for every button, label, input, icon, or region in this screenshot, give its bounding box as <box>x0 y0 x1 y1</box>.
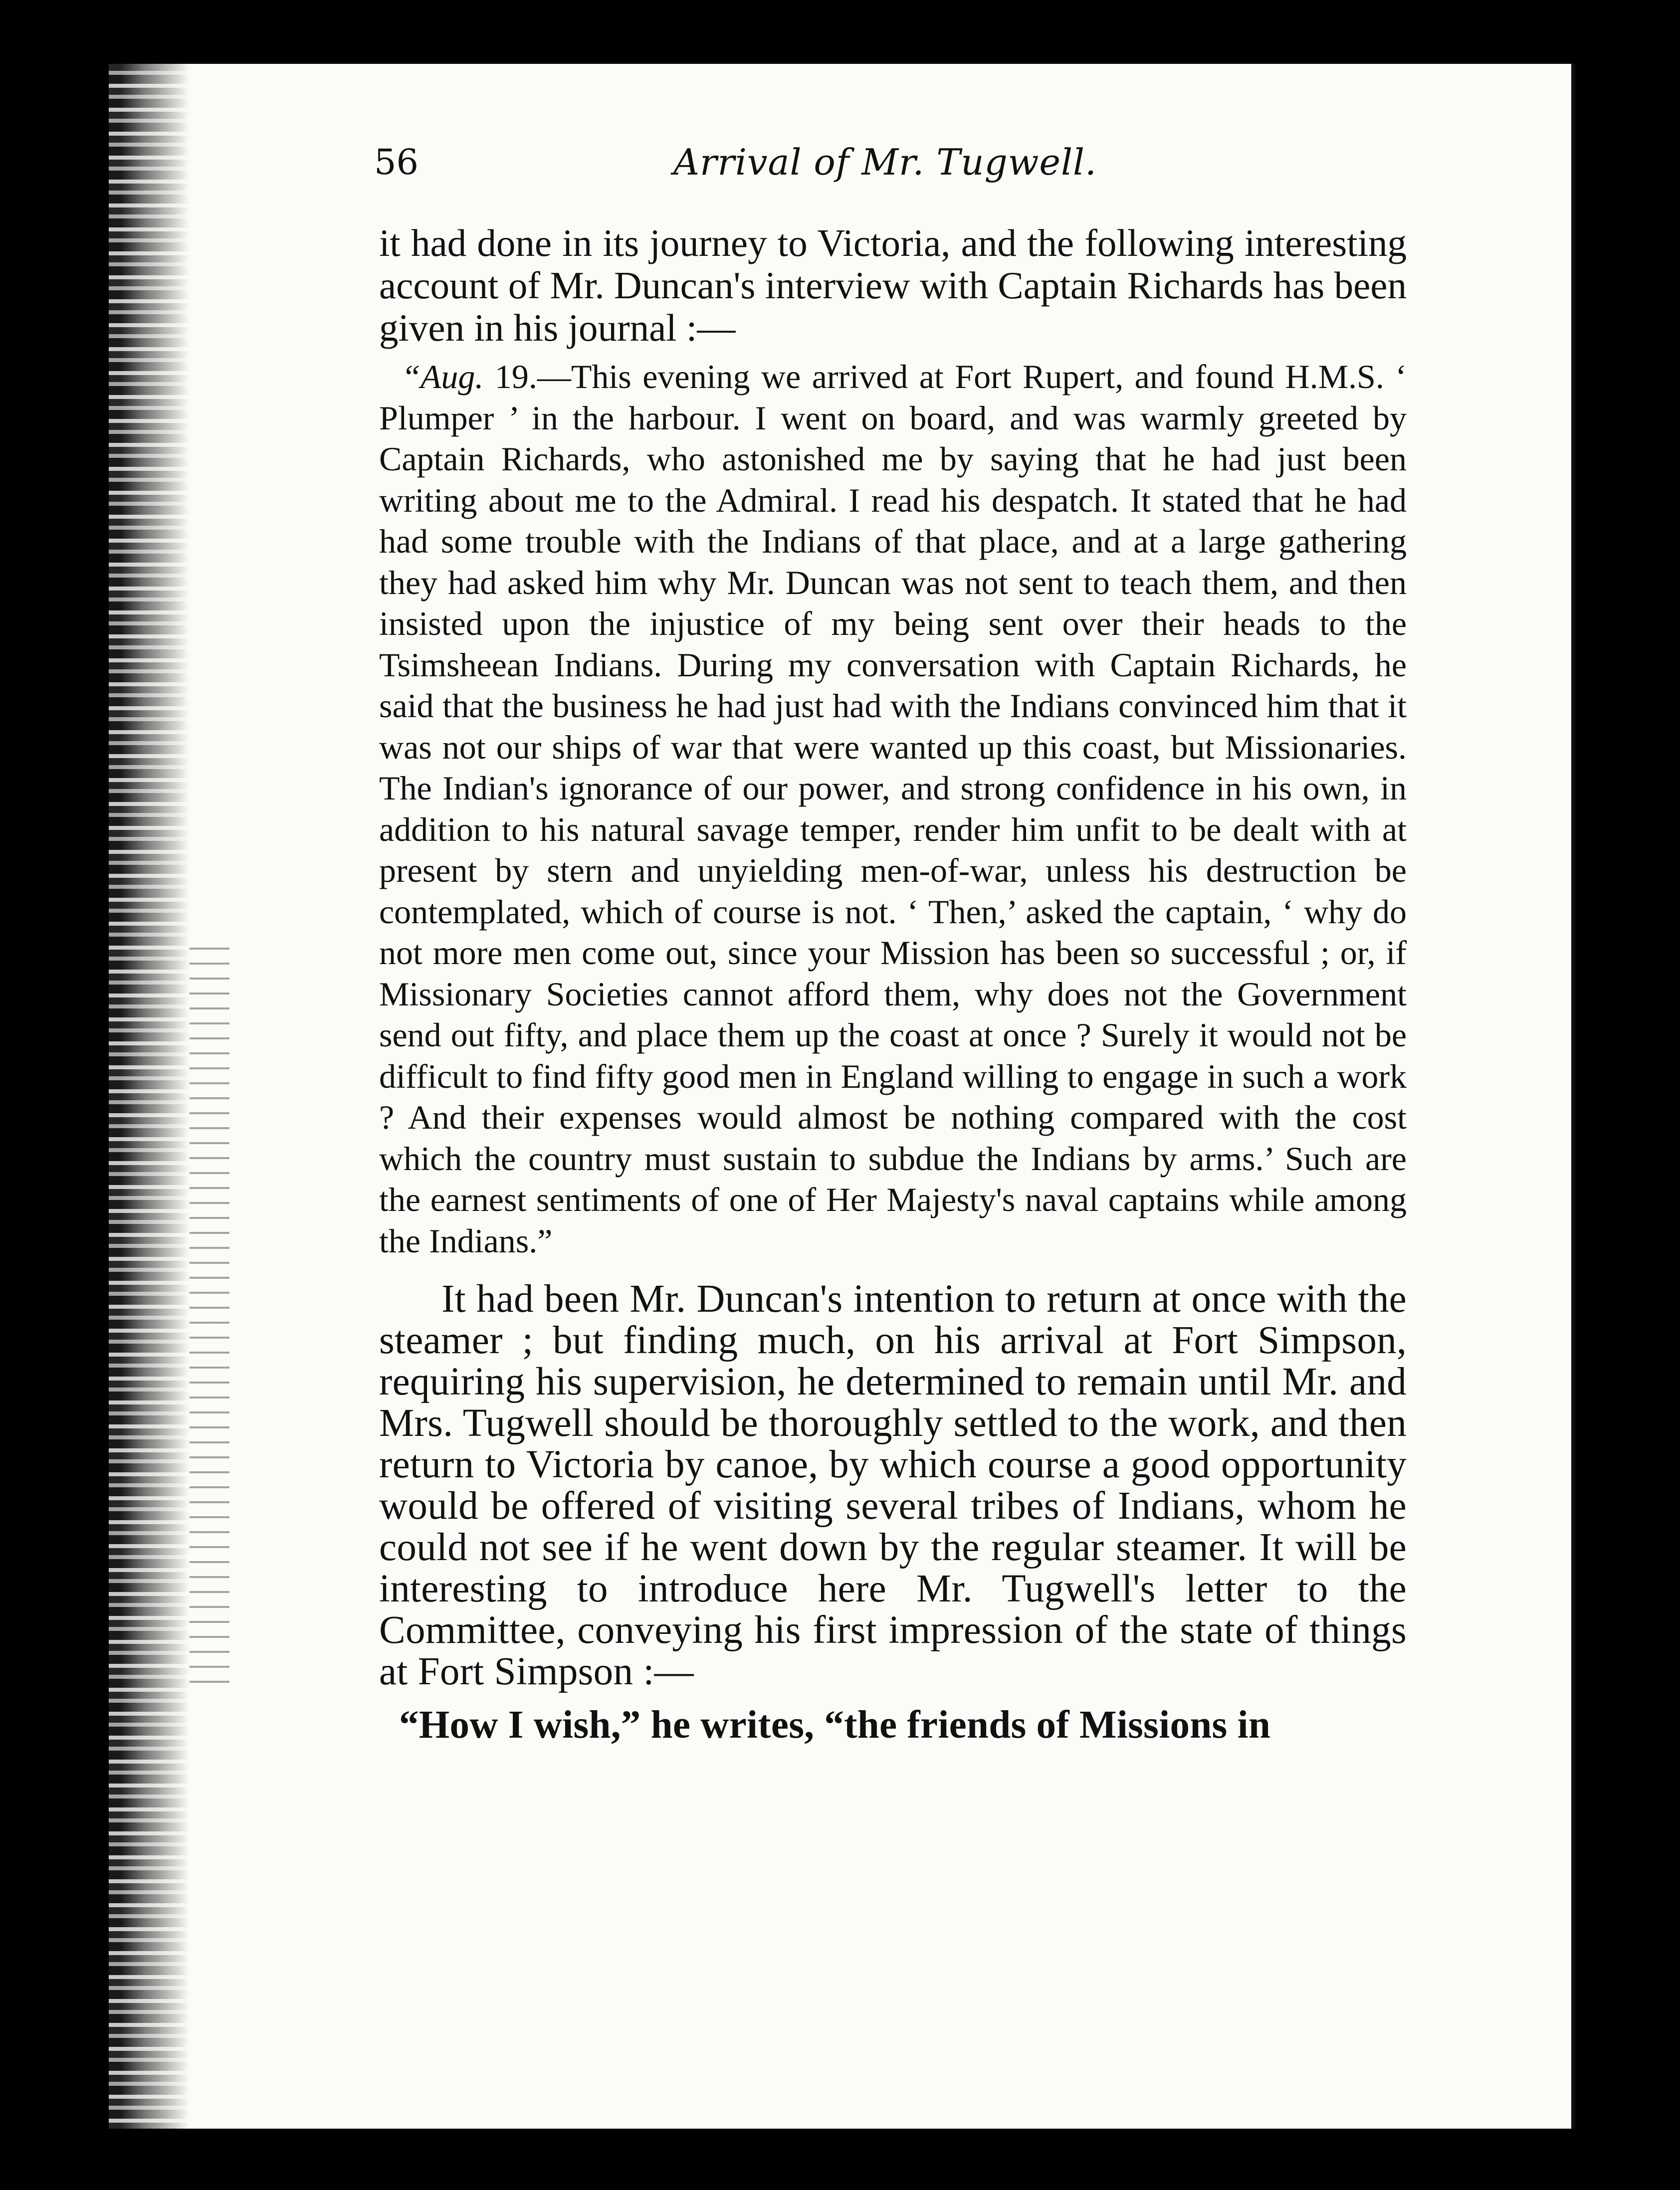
journal-text: 19.—This evening we arrived at Fort Rupert, and found H.M.S. ‘ Plumper ’ in the harbour. I went on board, and was warmly greeted by Captain Richards, who astonished me by saying that he had just been writing about me to the Admiral. I read his despatch. It stated that he had had some trouble with the Indians of that place, and at a large gathering they had asked him why Mr. Duncan was not sent to teach them, and then insisted upon the injustice of my being sent over their heads to the Tsimsheean Indians. During my conversation with Captain Richards, he said that the business he had just had with the Indians convinced him that it was not our ships of war that were wanted up this coast, but Missionaries. The Indian's ignorance of our power, and strong confidence in his own, in addition to his natural savage temper, render him unfit to be dealt with at present by stern and unyielding men-of-war, unless his destruction be contemplated, which of course is not. ‘ Then,’ asked the captain, ‘ why do not more men come out, since your Mission has been so successful ; or, if Missionary Societies cannot afford them, why does not the Government send out fifty, and place them up the coast at once ? Surely it would not be difficult to find fifty good men in England willing to engage in such a work ? And their expenses would almost be nothing compared with the cost which the country must sustain to subdue the Indians by arms.’ Such are the earnest sentiments of one of Her Majesty's naval captains while among the Indians.” <box>379 358 1407 1260</box>
narrative-paragraph: It had been Mr. Duncan's intention to return at once with the steamer ; but finding much, on his arrival at Fort Simpson, requiring his supervision, he determined to remain until Mr. and Mrs. Tugwell should be thoroughly settled to the work, and then return to Victoria by canoe, by which course a good opportunity would be offered of visiting several tribes of Indians, whom he could not see if he went down by the regular steamer. It will be interesting to introduce here Mr. Tugwell's letter to the Committee, conveying his first impression of the state of things at Fort Simpson :— <box>379 1277 1407 1693</box>
final-line: “How I wish,” he writes, “the friends of Missions in <box>399 1703 1271 1747</box>
right-black-band <box>1575 0 1680 2190</box>
page-number: 56 <box>374 142 419 183</box>
body-text <box>379 222 1407 1746</box>
journal-date: “Aug. <box>402 358 484 396</box>
journal-paragraph <box>379 356 1407 1261</box>
gutter-fringe <box>190 948 229 1696</box>
page-right-edge <box>1571 64 1575 2129</box>
page-title: Arrival of Mr. Tugwell. <box>673 141 1097 183</box>
running-head <box>374 135 1297 190</box>
binding-gutter <box>75 64 190 2129</box>
intro-paragraph: it had done in its journey to Victoria, and the following interesting account of Mr. Duncan's interview with Captain Richards has been given in his journal :— <box>379 221 1407 349</box>
